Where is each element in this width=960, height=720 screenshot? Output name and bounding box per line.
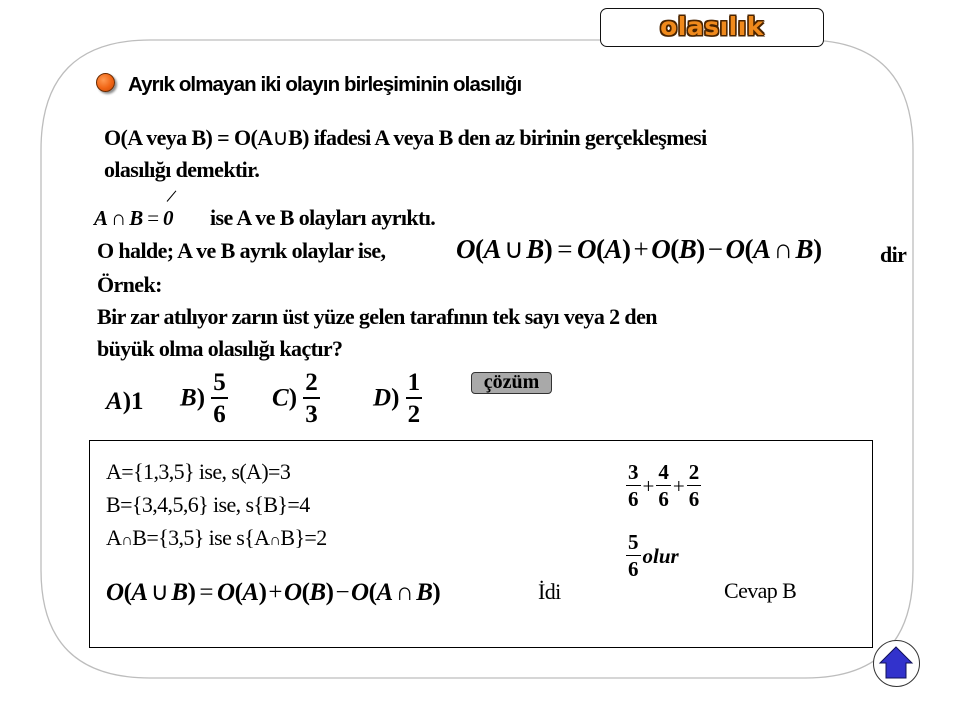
- paren: ): [258, 579, 267, 606]
- result-fraction: [626, 532, 679, 580]
- option-d-letter: D: [373, 384, 392, 412]
- solution-line-3: [106, 521, 327, 557]
- solution-line-2: B={3,4,5,6} ise, s{B}=4: [106, 492, 310, 517]
- fraction-sum: [626, 462, 701, 510]
- sum-fraction-3: [687, 462, 702, 510]
- option-paren: ): [196, 384, 206, 412]
- home-arrow-icon: [874, 641, 918, 685]
- numerator: 5: [628, 530, 639, 554]
- definition-line-1: [104, 123, 707, 153]
- numerator: 2: [688, 460, 700, 484]
- option-paren: ): [122, 388, 132, 415]
- option-a-value: 1: [131, 388, 144, 415]
- sf-union: ∪: [150, 579, 169, 606]
- option-a-letter: A: [106, 388, 123, 415]
- disjoint-condition: [94, 204, 174, 232]
- union-symbol: ∪: [272, 125, 289, 150]
- f-b2: B: [678, 234, 697, 264]
- definition-prefix: O(A veya B) = O(A: [104, 125, 273, 150]
- f-cap: ∩: [773, 234, 793, 264]
- sf-plus: +: [268, 579, 283, 606]
- s3-c: B}=2: [280, 525, 327, 550]
- paren: (: [368, 579, 377, 606]
- paren: ): [813, 234, 822, 264]
- paren: (: [670, 234, 679, 264]
- intersection-symbol: ∩: [111, 206, 127, 230]
- answer-text: Cevap B: [724, 578, 797, 603]
- var-b: B: [129, 206, 144, 230]
- paren: (: [744, 234, 754, 264]
- paren: ): [187, 579, 196, 606]
- s3-cap2: ∩: [269, 532, 281, 549]
- sf-a3: A: [376, 579, 393, 606]
- denominator: 6: [688, 487, 700, 511]
- sum-fraction-1: [626, 462, 641, 510]
- paren: (: [596, 234, 605, 264]
- s3-b: B={3,5} ise s{A: [132, 525, 270, 550]
- sf-o1: O: [106, 579, 124, 606]
- f-o3: O: [651, 234, 671, 264]
- f-o4: O: [725, 234, 745, 264]
- sf-b2: B: [309, 579, 326, 606]
- s3-cap: ∩: [121, 532, 133, 549]
- f-union: ∪: [504, 234, 524, 264]
- numerator: 5: [211, 370, 228, 399]
- bullet-icon: [96, 73, 115, 92]
- solution-line-1: A={1,3,5} ise, s(A)=3: [106, 459, 291, 484]
- numerator: 1: [406, 370, 423, 399]
- option-a: [106, 385, 144, 419]
- f-o1: O: [456, 234, 475, 264]
- option-c: [272, 370, 320, 427]
- option-paren: ): [288, 384, 298, 412]
- paren: ): [543, 234, 553, 264]
- paren: ): [432, 579, 441, 606]
- denominator: 6: [658, 487, 669, 511]
- s3-a: A: [106, 525, 122, 550]
- result-frac: [626, 532, 641, 580]
- var-a: A: [94, 206, 109, 230]
- question-line-2: büyük olma olasılığı kaçtır?: [97, 336, 343, 361]
- f-eq: =: [557, 234, 573, 264]
- numerator: 2: [303, 370, 320, 399]
- option-d: [373, 370, 422, 427]
- f-plus: +: [633, 234, 649, 264]
- f-a3: A: [753, 234, 771, 264]
- idi-text: İdi: [538, 579, 561, 604]
- sf-minus: −: [335, 579, 350, 606]
- sf-o2: O: [217, 579, 235, 606]
- logo-text: olasılık: [660, 12, 764, 41]
- denominator: 3: [305, 401, 318, 428]
- definition-line-2: olasılığı demektir.: [104, 157, 260, 182]
- halde-text: O halde; A ve B ayrık olaylar ise,: [97, 238, 386, 263]
- f-minus: −: [707, 234, 723, 264]
- option-d-fraction: [406, 370, 423, 427]
- solution-formula: [106, 576, 440, 610]
- sf-o4: O: [351, 579, 369, 606]
- addition-formula: [456, 232, 822, 266]
- example-label: Örnek:: [97, 272, 162, 297]
- f-b3: B: [795, 234, 814, 264]
- sf-o3: O: [284, 579, 302, 606]
- sf-eq: =: [199, 579, 214, 606]
- empty-set-zero: 0: [163, 206, 174, 230]
- paren: (: [234, 579, 243, 606]
- definition-suffix: B) ifadesi A veya B den az birinin gerçekleşmesi: [288, 125, 707, 150]
- plus-sign: +: [672, 473, 685, 498]
- option-b: [180, 370, 228, 427]
- sf-a1: A: [131, 579, 148, 606]
- paren: (: [123, 579, 132, 606]
- denominator: 2: [407, 401, 421, 428]
- sf-a2: A: [242, 579, 259, 606]
- sf-b3: B: [416, 579, 433, 606]
- dir-text: dir: [880, 242, 907, 267]
- olur-text: olur: [642, 543, 679, 568]
- numerator: 3: [628, 460, 639, 484]
- empty-set: [163, 206, 174, 230]
- numerator: 4: [658, 460, 669, 484]
- f-o2: O: [577, 234, 597, 264]
- option-c-letter: C: [272, 384, 289, 412]
- question-line-1: Bir zar atılıyor zarın üst yüze gelen tarafının tek sayı veya 2 den: [97, 304, 657, 329]
- paren: ): [325, 579, 334, 606]
- disjoint-statement: ise A ve B olayları ayrıktı.: [210, 205, 436, 230]
- home-button[interactable]: [873, 640, 920, 687]
- option-b-letter: B: [180, 384, 197, 412]
- solution-button[interactable]: çözüm: [471, 372, 552, 394]
- denominator: 6: [213, 401, 226, 428]
- denominator: 6: [628, 487, 639, 511]
- sf-cap: ∩: [395, 579, 414, 606]
- paren: (: [301, 579, 310, 606]
- plus-sign: +: [642, 473, 655, 498]
- option-paren: ): [391, 384, 400, 412]
- paren: ): [696, 234, 705, 264]
- sf-b1: B: [171, 579, 188, 606]
- f-a2: A: [604, 234, 623, 264]
- paren: ): [622, 234, 631, 264]
- paren: (: [475, 234, 484, 264]
- f-b1: B: [526, 234, 544, 264]
- option-c-fraction: [303, 370, 320, 427]
- denominator: 6: [628, 557, 639, 581]
- section-heading: Ayrık olmayan iki olayın birleşiminin olasılığı: [128, 73, 522, 96]
- equals-symbol: =: [147, 206, 160, 230]
- f-a1: A: [483, 234, 502, 264]
- sum-fraction-2: [656, 462, 671, 510]
- option-b-fraction: [211, 370, 228, 427]
